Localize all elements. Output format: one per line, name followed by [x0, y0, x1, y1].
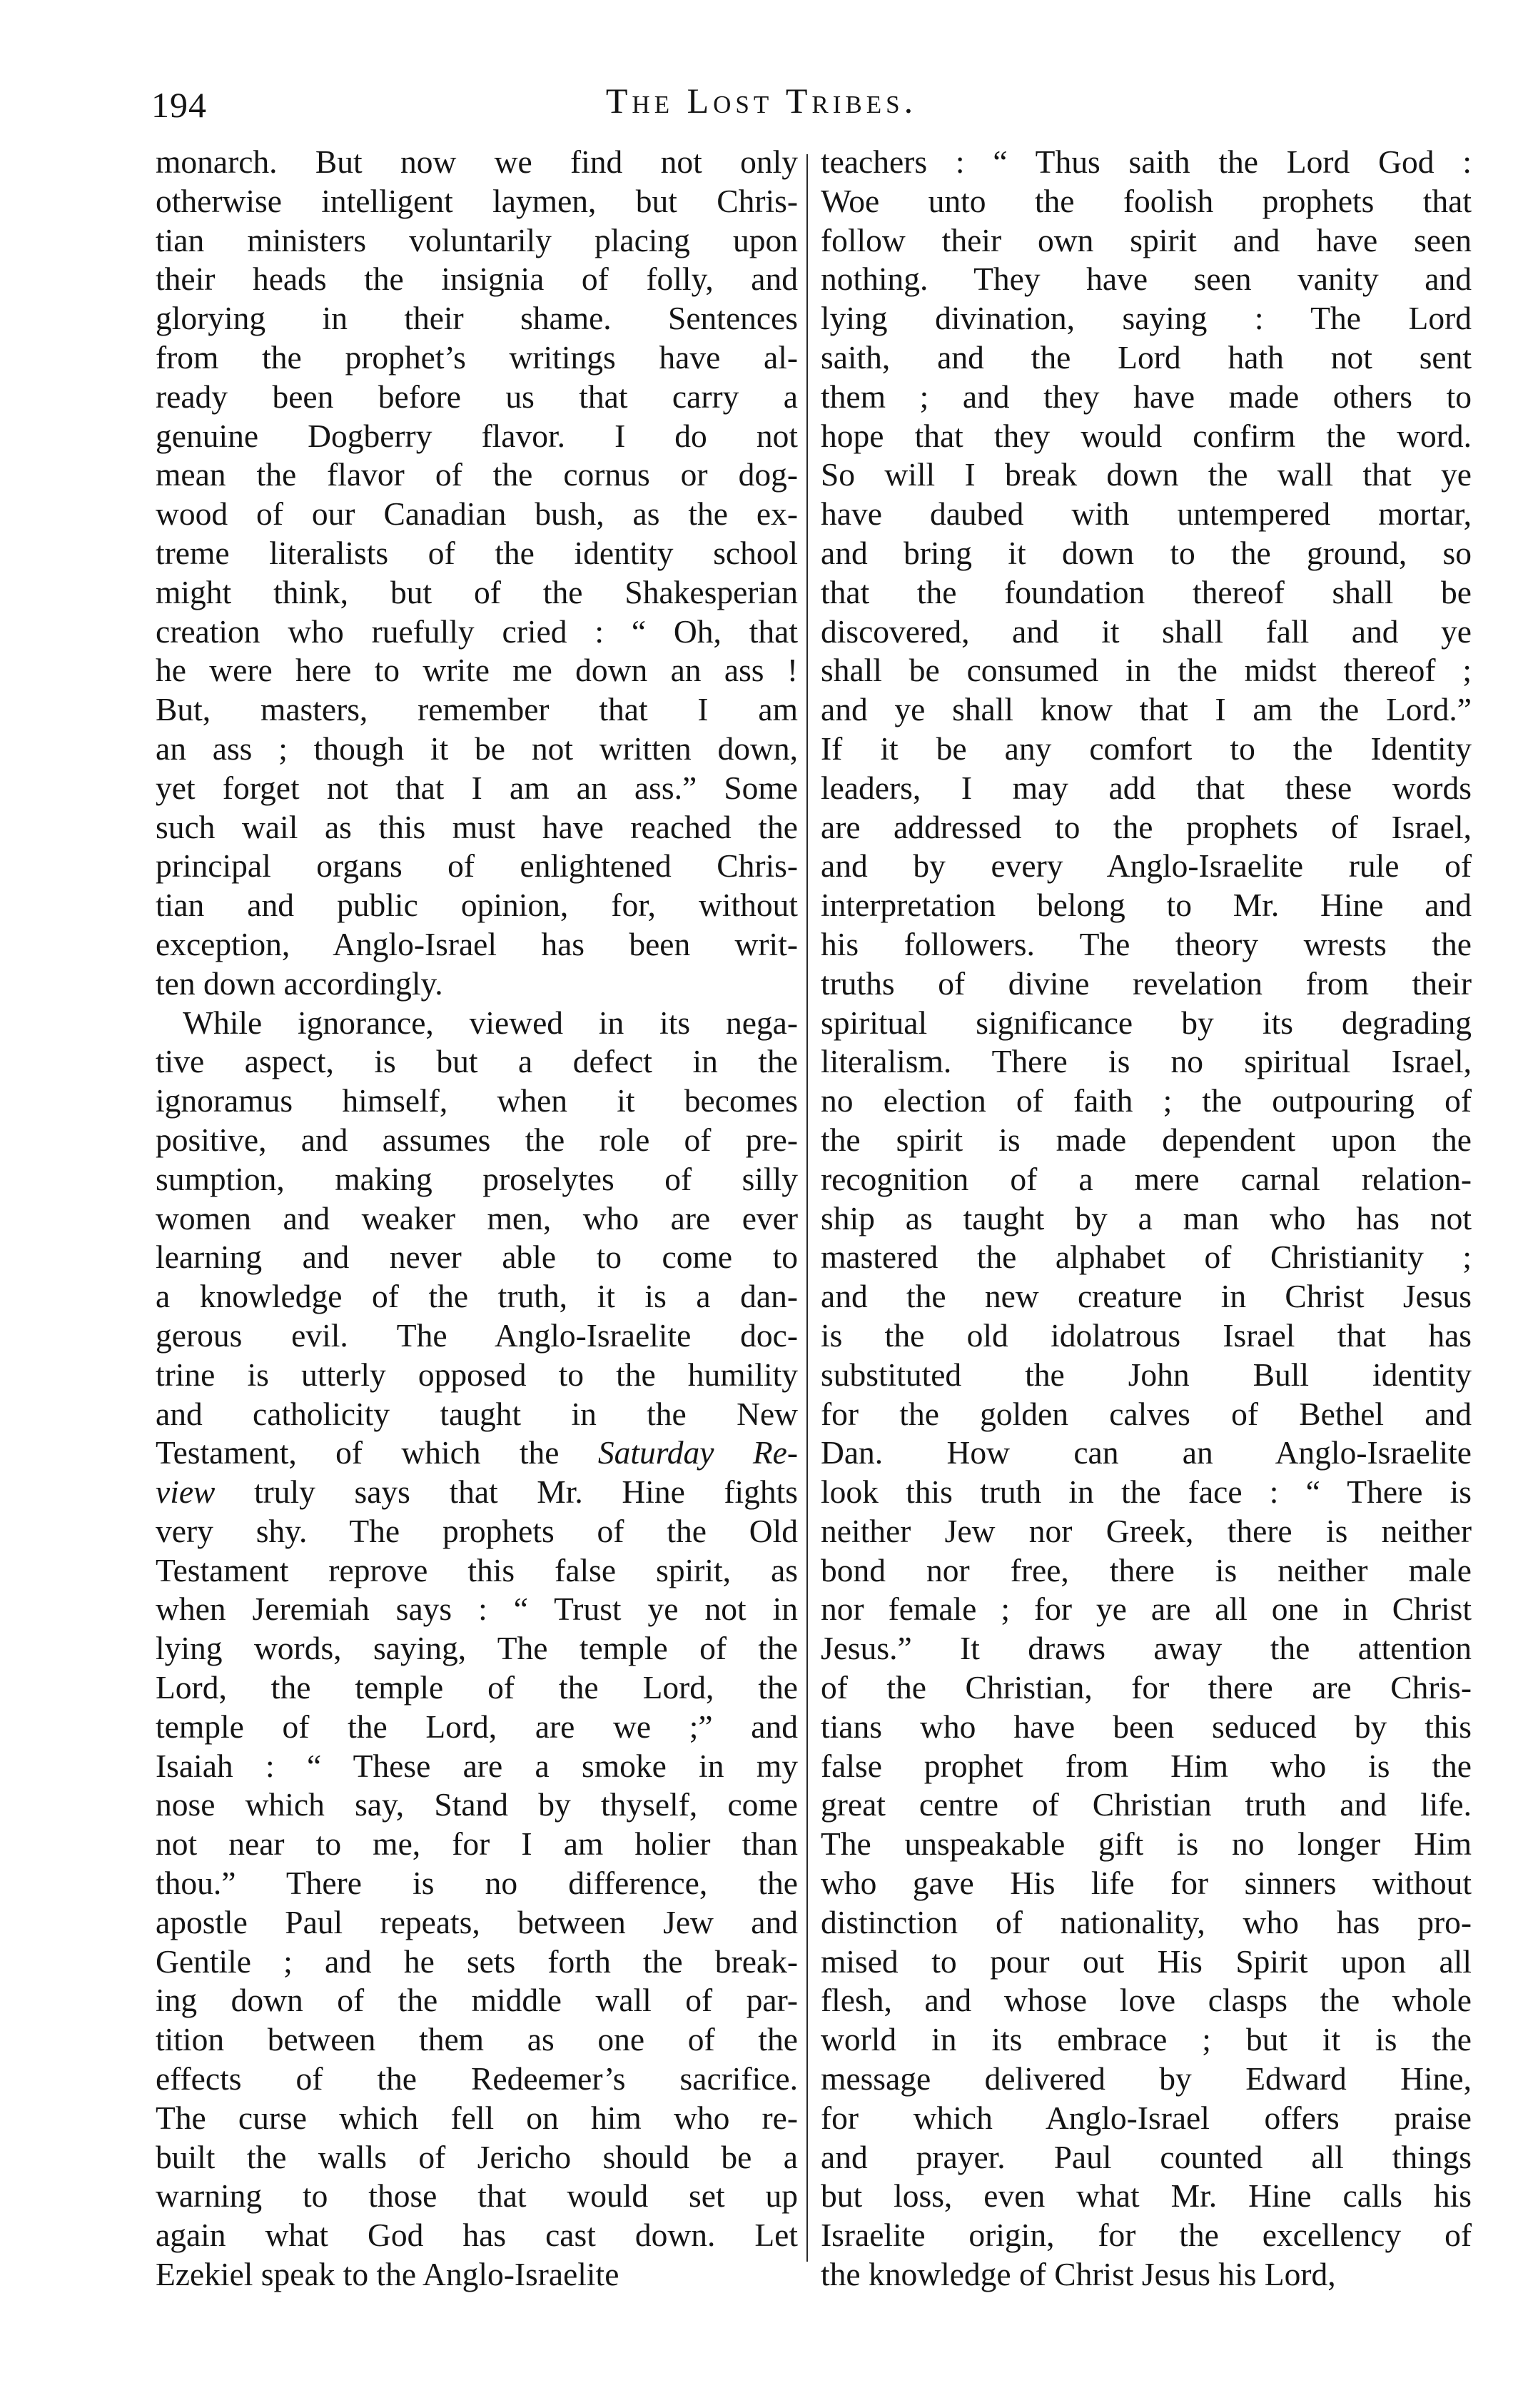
column-divider: [806, 154, 808, 2262]
text-line: shall be consumed in the midst thereof ;: [821, 652, 1472, 689]
text-line: ready been before us that carry a: [156, 378, 798, 415]
text-line: sumption, making proselytes of silly: [156, 1160, 798, 1197]
text-line: Woe unto the foolish prophets that: [821, 182, 1472, 219]
text-line: and ye shall know that I am the Lord.”: [821, 691, 1472, 728]
text-line: treme literalists of the identity school: [156, 534, 798, 571]
text-line: mastered the alphabet of Christianity ;: [821, 1239, 1472, 1276]
text-line: follow their own spirit and have seen: [821, 221, 1472, 258]
text-line: lying words, saying, The temple of the: [156, 1630, 798, 1667]
text-line: view truly says that Mr. Hine fights: [156, 1473, 798, 1511]
text-line: nothing. They have seen vanity and: [821, 261, 1472, 298]
text-line: tians who have been seduced by this: [821, 1708, 1472, 1745]
text-line: but loss, even what Mr. Hine calls his: [821, 2177, 1472, 2215]
text-line: recognition of a mere carnal relation-: [821, 1160, 1472, 1197]
text-line: and catholicity taught in the New: [156, 1395, 798, 1432]
text-line: If it be any comfort to the Identity: [821, 730, 1472, 767]
text-line: his followers. The theory wrests the: [821, 925, 1472, 962]
text-line: mised to pour out His Spirit upon all: [821, 1943, 1472, 1980]
text-line: and bring it down to the ground, so: [821, 534, 1472, 571]
text-line: ignoramus himself, when it becomes: [156, 1082, 798, 1119]
text-line: their heads the insignia of folly, and: [156, 261, 798, 298]
text-line: But, masters, remember that I am: [156, 691, 798, 728]
text-line: a knowledge of the truth, it is a dan-: [156, 1278, 798, 1315]
text-line: are addressed to the prophets of Israel,: [821, 808, 1472, 845]
text-line: neither Jew nor Greek, there is neither: [821, 1512, 1472, 1549]
text-line: trine is utterly opposed to the humility: [156, 1356, 798, 1393]
text-line: glorying in their shame. Sentences: [156, 300, 798, 337]
right-text-column: [821, 143, 1472, 2294]
text-line: warning to those that would set up: [156, 2177, 798, 2215]
text-line: saith, and the Lord hath not sent: [821, 338, 1472, 376]
text-line: the knowledge of Christ Jesus his Lord,: [821, 2256, 1336, 2293]
left-text-column: [156, 143, 798, 2294]
text-line: Israelite origin, for the excellency of: [821, 2217, 1472, 2254]
text-line: temple of the Lord, are we ;” and: [156, 1708, 798, 1745]
page-number: 194: [151, 85, 207, 125]
text-line: tian ministers voluntarily placing upon: [156, 221, 798, 258]
text-line: learning and never able to come to: [156, 1239, 798, 1276]
text-line: wood of our Canadian bush, as the ex-: [156, 495, 798, 533]
text-line: positive, and assumes the role of pre-: [156, 1121, 798, 1158]
text-line: genuine Dogberry flavor. I do not: [156, 417, 798, 454]
text-line: hope that they would confirm the word.: [821, 417, 1472, 454]
text-line: of the Christian, for there are Chris-: [821, 1669, 1472, 1706]
text-line: effects of the Redeemer’s sacrifice.: [156, 2060, 798, 2097]
text-line: mean the flavor of the cornus or dog-: [156, 456, 798, 493]
text-line: have daubed with untempered mortar,: [821, 495, 1472, 533]
text-line: The curse which fell on him who re-: [156, 2099, 798, 2136]
text-line: great centre of Christian truth and life.: [821, 1786, 1472, 1823]
text-line: Testament reprove this false spirit, as: [156, 1551, 798, 1588]
text-line: false prophet from Him who is the: [821, 1747, 1472, 1784]
text-line: Lord, the temple of the Lord, the: [156, 1669, 798, 1706]
text-line: who gave His life for sinners without: [821, 1865, 1472, 1902]
text-line: While ignorance, viewed in its nega-: [183, 1004, 798, 1041]
italic-title: view: [156, 1473, 216, 1511]
text-line: from the prophet’s writings have al-: [156, 338, 798, 376]
text-line: lying divination, saying : The Lord: [821, 300, 1472, 337]
text-line: ship as taught by a man who has not: [821, 1199, 1472, 1236]
text-line: not near to me, for I am holier than: [156, 1825, 798, 1863]
text-line: that the foundation thereof shall be: [821, 573, 1472, 610]
text-line: women and weaker men, who are ever: [156, 1199, 798, 1236]
italic-title: Saturday Re-: [597, 1434, 799, 1471]
text-line: monarch. But now we find not only: [156, 143, 798, 180]
text-line: Ezekiel speak to the Anglo-Israelite: [156, 2256, 619, 2293]
text-line: Testament, of which the Saturday Re-: [156, 1434, 799, 1471]
text-line: world in its embrace ; but it is the: [821, 2021, 1472, 2058]
text-line: interpretation belong to Mr. Hine and: [821, 887, 1472, 924]
text-line: message delivered by Edward Hine,: [821, 2060, 1472, 2097]
text-line: Isaiah : “ These are a smoke in my: [156, 1747, 798, 1784]
text-line: Dan. How can an Anglo-Israelite: [821, 1434, 1472, 1471]
text-line: is the old idolatrous Israel that has: [821, 1316, 1472, 1354]
text-line: spiritual significance by its degrading: [821, 1004, 1472, 1041]
text-line: again what God has cast down. Let: [156, 2217, 798, 2254]
text-line: look this truth in the face : “ There is: [821, 1473, 1472, 1511]
text-line: them ; and they have made others to: [821, 378, 1472, 415]
text-line: teachers : “ Thus saith the Lord God :: [821, 143, 1472, 180]
text-line: creation who ruefully cried : “ Oh, that: [156, 613, 798, 650]
text-line: yet forget not that I am an ass.” Some: [156, 769, 798, 806]
text-line: tian and public opinion, for, without: [156, 887, 798, 924]
text-line: for which Anglo-Israel offers praise: [821, 2099, 1472, 2136]
text-line: truths of divine revelation from their: [821, 964, 1472, 1002]
text-line: leaders, I may add that these words: [821, 769, 1472, 806]
text-line: principal organs of enlightened Chris-: [156, 847, 798, 885]
text-line: nor female ; for ye are all one in Christ: [821, 1591, 1472, 1628]
text-line: flesh, and whose love clasps the whole: [821, 1982, 1472, 2019]
text-line: nose which say, Stand by thyself, come: [156, 1786, 798, 1823]
text-line: he were here to write me down an ass !: [156, 652, 798, 689]
text-line: built the walls of Jericho should be a: [156, 2138, 798, 2175]
text-line: ing down of the middle wall of par-: [156, 1982, 798, 2019]
text-line: Jesus.” It draws away the attention: [821, 1630, 1472, 1667]
text-line: literalism. There is no spiritual Israel,: [821, 1043, 1472, 1080]
text-line: and the new creature in Christ Jesus: [821, 1278, 1472, 1315]
text-line: when Jeremiah says : “ Trust ye not in: [156, 1591, 798, 1628]
text-line: for the golden calves of Bethel and: [821, 1395, 1472, 1432]
text-line: and by every Anglo-Israelite rule of: [821, 847, 1472, 885]
text-line: substituted the John Bull identity: [821, 1356, 1472, 1393]
text-line: and prayer. Paul counted all things: [821, 2138, 1472, 2175]
text-line: tive aspect, is but a defect in the: [156, 1043, 798, 1080]
text-line: bond nor free, there is neither male: [821, 1551, 1472, 1588]
running-title: The Lost Tribes.: [605, 81, 918, 121]
text-line: apostle Paul repeats, between Jew and: [156, 1903, 798, 1940]
text-line: very shy. The prophets of the Old: [156, 1512, 798, 1549]
text-line: tition between them as one of the: [156, 2021, 798, 2058]
text-line: the spirit is made dependent upon the: [821, 1121, 1472, 1158]
text-line: might think, but of the Shakesperian: [156, 573, 798, 610]
text-line: distinction of nationality, who has pro-: [821, 1903, 1472, 1940]
text-line: exception, Anglo-Israel has been writ-: [156, 925, 798, 962]
text-line: such wail as this must have reached the: [156, 808, 798, 845]
text-line: gerous evil. The Anglo-Israelite doc-: [156, 1316, 798, 1354]
text-line: an ass ; though it be not written down,: [156, 730, 798, 767]
text-line: thou.” There is no difference, the: [156, 1865, 798, 1902]
text-line: The unspeakable gift is no longer Him: [821, 1825, 1472, 1863]
text-line: Gentile ; and he sets forth the break-: [156, 1943, 798, 1980]
text-line: otherwise intelligent laymen, but Chris-: [156, 182, 798, 219]
text-line: ten down accordingly.: [156, 964, 443, 1002]
text-line: no election of faith ; the outpouring of: [821, 1082, 1472, 1119]
text-line: So will I break down the wall that ye: [821, 456, 1472, 493]
text-line: discovered, and it shall fall and ye: [821, 613, 1472, 650]
